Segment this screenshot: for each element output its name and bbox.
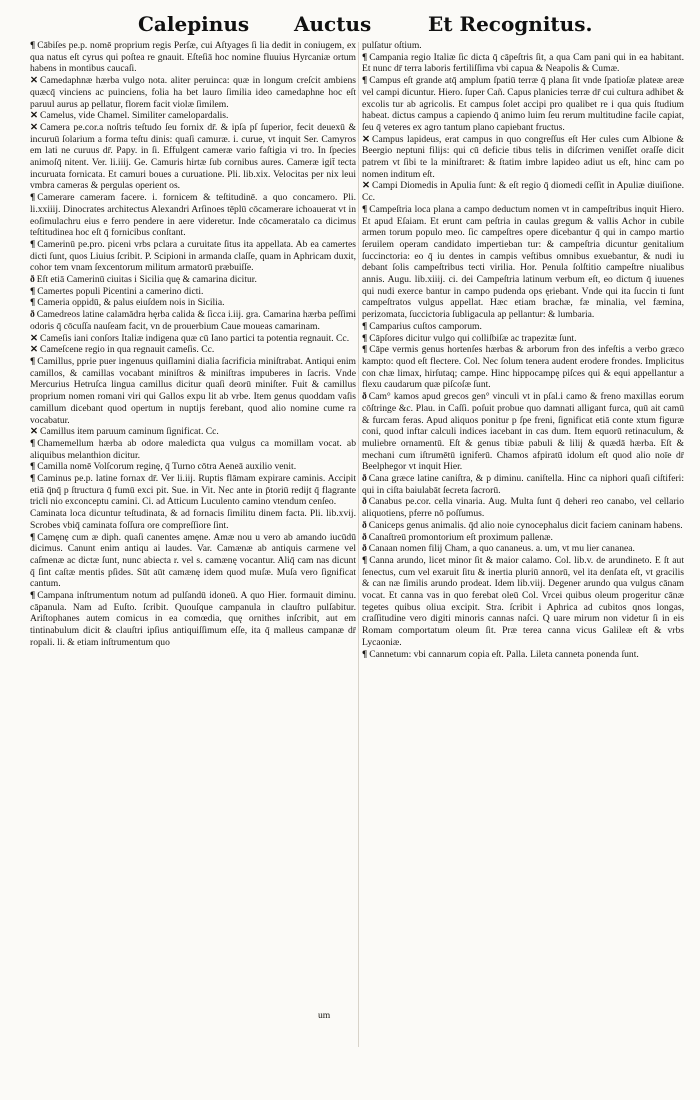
entry-text: Canna arundo, licet minor ſit & maior calamo. Col. lib.v. de arundinetο. E ſt aut ſenectus, cum vel exaruit ſitu & inertia pluriū annorū, vel ita denſata eſt, vt gracilis & can næ ſimilis arundo prodeat. Idem lib.viij. Degener arundo qua vulgus cānam vocat. Et canna vas in quo ferebat oleū Col. Vrcei quibus oleum progeritur cānæ tegetes quibus oliua excipit. Stra. ſcribit i Aphrica ad cubitos qnos longas, craſſitudine vero digiti minoris cannas naſci. Q uare mirum non videtur ſi in eis Romam comportatum oleum ſit. Præ terea canna vicus Galileæ eſt & vrbs Lycaoniæ. — [362, 554, 684, 648]
entry-text: Campana inſtrumentum notum ad pulſandū idoneū. A quo Hier. formauit diminu. cāpanula. Nam ad Euſto. ſcribit. Quouſque campanula in clauſtro pulſabitur. Ariſtophanes autem comicus in ea comœdia, quę ornithes inſcribit, aut em tintinabulum dicit & clauſtri ipſius antiquiſſimum eſſe, ita q̄ malleus campanæ dr̄ ropali. li. & etiam inſtrumentum quo — [30, 590, 356, 648]
dictionary-entry — [362, 532, 684, 544]
entry-marker-icon: ✕ — [30, 344, 39, 356]
dictionary-entry — [362, 473, 684, 496]
entry-text: Cana græce latine caniſtra, & p diminu. caniſtella. Hinc ca niphori quaſi ciſtiferi: qui in ciſta baiulabāt ſecreta ſacrorū. — [362, 473, 684, 496]
entry-text: Canabus pe.cor. cella vinaria. Aug. Multa ſunt q̄ deheri reo canabo, vel cellario aliquotiens, pferre nō poſſumus. — [362, 496, 684, 520]
dictionary-entry — [362, 134, 684, 181]
entry-marker-icon: ¶ — [30, 590, 36, 602]
entry-text: Cameſis iani conſors Italiæ indigena quæ cū Iano partici ta potentia regnauit. Cc. — [40, 332, 350, 344]
entry-marker-icon: ¶ — [30, 437, 36, 449]
entry-marker-icon: ð — [362, 391, 367, 403]
entry-marker-icon: ð — [30, 274, 35, 286]
entry-text: Camelus, vide Chamel. Similiter camelopardalis. — [40, 110, 229, 122]
header-right: Et Recognitus. — [428, 12, 593, 36]
entry-text: Camparius cuſtos camporum. — [369, 320, 482, 332]
dictionary-entry — [30, 508, 356, 531]
entry-marker-icon: ¶ — [30, 473, 36, 485]
entry-text: Canaan nomen filij Cham, a quo cananeus. a. um, vt mu lier cananea. — [368, 543, 635, 555]
entry-marker-icon: ¶ — [30, 531, 36, 543]
entry-text: Campeſtria loca plana a campo deductum nomen vt in campeſtribus inquit Hiero. Et apud Eſaiam. Et erunt cam peſtria in caulas gregum & vallis Achor in cubile armen torum populo meo. ſic campeſtres opere dicebantur q̄ qui in campo martio ſeruilem operam candidato impertieban tur: & campeſtria dicuntur genitalium ſuccinctoria: eo q̄ iu dentes in campis veſtibus omnibus exuebantur, & nudi iu debant ſolis campeſtribus tecti virilia. Hor. Penula ſolſtitio campeſtre niualibus annis. Augu. lib.xiiij. ci. dei Campeſtria latinum verbum eſt, eo dictum q̄ iuuenes qui nudi exerce bantur in campo pudenda ops ęriebant. Vnde qui ita ſuccin ti ſunt campeſtratos vulgus appellat. Hæc etiam brachæ, fæ minalia, vel fæmina, perizomata, ſuccictoria ſubligacula ap pellantur: & lumbaria. — [362, 203, 684, 321]
dictionary-entry — [362, 520, 684, 532]
left-column — [30, 40, 356, 1052]
entry-text: Camęnę cum æ diph. quaſi canentes amęne. Amæ nou u vero ab amando iucūdū dicimus. Canunt enim antiqu ai laudes. Var. Camænæ ab antiquis carmene vel caſmenæ ac dictæ ſunt, nunc abiecta r. vel s. camænę vocantur. Aliq̄ cam nas dicunt q̄ ſint caſtæ mentis pſides. Sūt aūt camænę idem quod muſæ. Muſa vero ſignificat cantum. — [30, 531, 356, 590]
dictionary-entry — [30, 438, 356, 461]
entry-marker-icon: ¶ — [362, 648, 368, 660]
dictionary-entry — [362, 649, 684, 661]
entry-marker-icon: ¶ — [30, 238, 36, 250]
entry-marker-icon: ¶ — [30, 297, 36, 309]
entry-marker-icon: ¶ — [30, 461, 36, 473]
entry-marker-icon: ð — [362, 496, 367, 508]
dictionary-entry — [30, 461, 356, 473]
entry-marker-icon: ð — [362, 473, 367, 485]
dictionary-entry — [30, 122, 356, 192]
entry-marker-icon: ¶ — [362, 320, 368, 332]
entry-text: Campi Diomedis in Apulia ſunt: & eſt regio q̄ diomedi ceſſit in Apuliæ diuiſione. Cc. — [362, 180, 684, 204]
right-column — [362, 40, 684, 1052]
entry-text: pulſatur oſtium. — [362, 40, 422, 51]
entry-text: Campania regio Italiæ ſic dicta q̄ cāpeſtris ſit, a qua Cam pani qui in ea habitant. Et nunc dr̄ terra laboris fertiliſſima vbi capua & Neapolis & Cumæ. — [362, 51, 684, 75]
dictionary-entry — [362, 496, 684, 519]
dictionary-entry — [362, 52, 684, 75]
entry-text: Campus eſt grande atq̄ amplum ſpatiū terræ q̄ plana ſit vnde ſpatioſæ plateæ areæ vel campi dicuntur. Hiero. ſuper Cañ. Capus planicies terræ dr̄ cui cultura adhibet & excolis tur ab agricolis. Et campus ſolet accipi pro qualibet re i qua quis ſtudium habeat. dictus campus a capiendo q̄ animo luim ſeu rerum multitudine facile capiat, ſeu q̄ veteres ex agro tantum plano capiebant fructus. — [362, 75, 684, 133]
dictionary-entry — [30, 426, 356, 438]
dictionary-entry — [362, 321, 684, 333]
entry-marker-icon: ¶ — [30, 355, 36, 367]
entry-marker-icon: ¶ — [362, 203, 368, 215]
entry-text: Chamemellum hærba ab odore maledicta qua vulgus ca momillam vocat. ab aliquibus melanthion dicitur. — [30, 437, 356, 461]
entry-marker-icon: ¶ — [30, 285, 36, 297]
entry-marker-icon: ¶ — [362, 75, 368, 87]
entry-text: Caniceps genus animalis. q̄d alio noie cynocephalus dicit faciem caninam habens. — [368, 519, 683, 531]
column-gutter — [358, 42, 359, 1047]
dictionary-entry — [30, 473, 356, 508]
entry-marker-icon: ð — [362, 519, 367, 531]
entry-marker-icon: ✕ — [30, 121, 39, 133]
entry-marker-icon: ✕ — [30, 75, 39, 87]
entry-marker-icon: ✕ — [362, 180, 371, 192]
entry-text: Cāpe vermis genus hortenſes hærbas & arborum fron des infeſtis a verbo græco kampto: quod eſt flectere. Col. Nec ſolum tenera audent erodere frondes. Implicitus con chæ limax, hirſutaq; campe. Hinc hippocampę piſces qui & equi appellantur a flexu caudarum quæ piſcoſæ ſunt. — [362, 344, 684, 391]
entry-marker-icon: ✕ — [30, 110, 39, 122]
running-header — [0, 8, 700, 38]
entry-marker-icon: ¶ — [362, 51, 368, 63]
entry-text: Camillus item paruum caminum ſignificat. Cc. — [40, 426, 219, 438]
entry-marker-icon: ð — [30, 309, 35, 321]
dictionary-entry — [362, 333, 684, 345]
entry-text: Camilla nomē Volſcorum reginę, q̄ Turno cōtra Aeneā auxilio venit. — [37, 461, 297, 473]
entry-marker-icon: ð — [362, 531, 367, 543]
header-left: Calepinus — [138, 12, 250, 36]
dictionary-entry — [362, 204, 684, 321]
entry-text: Canaſtreū promontorium eſt proximum pallenæ. — [368, 531, 553, 543]
entry-text: Cābiſes pe.p. nomē proprium regis Perſæ, cui Aſtyages ſi lia dedit in coniugem, ex qua natus eſt cyrus qui poſtea re gnauit. Eſteſiā hoc nomine fluuius Hyrcaniæ ortum habens in montibus caucaſi. — [30, 40, 356, 75]
dictionary-entry — [30, 286, 356, 298]
dictionary-entry — [30, 192, 356, 239]
entry-marker-icon: ¶ — [30, 40, 36, 51]
entry-text: Camedaphnæ hærba vulgo nota. aliter peruinca: quæ in longum creſcit ambiens quæcq̄ vinciens ac puinciens, folia ha bet lauro ſimilia ideo camedaphne hoc eſt paruul aurus ap pellatur, florem facit violæ ſimilem. — [30, 75, 356, 110]
dictionary-entry — [30, 532, 356, 591]
entry-marker-icon: ¶ — [362, 332, 368, 344]
dictionary-entry — [30, 309, 356, 332]
entry-text: Camertes populi Picentini a camerino dicti. — [37, 285, 204, 297]
entry-text: Camera pe.cor.a noſtris teſtudo ſeu fornix dr̄. & ipſa pſ ſuperior, fecit deuexū & incuruū ſolarium a forma teſtu dinis: quaſi camuræ. i. curue, vt inquit Ser. Camyros em lati ne curuus dr̄. Papy. in ſi. Effulgent cameræ vario faſtigia vi tro. In ſpecies animoſq̄ nitent. Ver. li.iiij. Ge. Camuris hirtæ ſub cornibus aures. Cameræ igit̄ tecta incuruata fornicata. Et camuri boues a curuatione. Pli. lib.xix. Velocitas per nix leui vmbra cameras & pergulas operient os. — [30, 121, 356, 192]
entry-text: Caminata loca dicuntur teſtudinata, & ad fornacis ſimilitu dinem facta. Pli. lib.xvij. Scrobes vbiq̄ caminata foſſura ore compreſſiore ſint. — [30, 508, 356, 531]
dictionary-entry — [362, 391, 684, 473]
dictionary-entry — [30, 344, 356, 356]
entry-text: Camerare cameram facere. i. fornicem & teſtitudinē. a quo concamero. Pli. li.xxiiij. Dinocrates architectus Alexandri Arſinoes tēplū cōcamerare ichoauerat vt in eoſimulachru eius e ferro pendere in aere videretur. Inde cōcameratalo ca dicimus teſtitudinea hoc eſt q̄ fornicibus conſtant. — [30, 192, 356, 239]
entry-text: Caminus pe.p. latine fornax dr̄. Ver li.iij. Ruptis flāmam expirare caminis. Accipit etiā q̄nq̄ p ſtructura q̄ fumū exci pit. Sue. in Vit. Nec ante in p̄toriū redijt q̄ flagrante tricli nio exconceptu camini. Ci. ad Atticum Luculento camino vtendum cenſeo. — [30, 473, 356, 508]
dictionary-entry — [362, 543, 684, 555]
entry-text: Camerinū pe.pro. piceni vrbs pclara a curuitate ſitus ita appellata. Ab ea camertes dicti ſunt, quos Liuius ſcribit. P. Scipioni in armanda claſſe, quam in Aphricam duxit, cohor tem vnam ſexcentorum militum armatorū præbuiſſe. — [30, 238, 356, 274]
entry-text: Camedreos latine calamādra hęrba calida & ſicca i.iij. gra. Camarina hærba peſſimi odoris q̄ cōcuſſa nauſeam facit, vn de prouerbium Caue moueas camarinam. — [30, 309, 356, 332]
dictionary-entry — [30, 333, 356, 345]
header-middle: Auctus — [294, 12, 372, 36]
dictionary-entry — [30, 297, 356, 309]
entry-text: Eſt etiā Camerinū ciuitas i Sicilia quę & camarina dicitur. — [36, 274, 257, 286]
entry-marker-icon: ✕ — [30, 426, 39, 438]
entry-marker-icon: ¶ — [362, 344, 368, 356]
dictionary-entry — [362, 555, 684, 649]
dictionary-entry — [362, 344, 684, 391]
dictionary-entry — [30, 356, 356, 426]
entry-text: Cam° kamos apud grecos gen° vinculi vt in pſal.i camo & freno maxillas eorum cōſtringe &c. Plau. in Caſſi. poſuit probue quo damnati alligant furca, quū ait camū & furcam feras. Apud aliquos ponitur p ſpe freni, ſignificat etiā conte xtum figuræ coni, quod inftar calculi indices iacebant in cas dum. Item equorū retinaculum, & muliebre ornamentū. Eſt & genus tibiæ pabuli & lilij & quædā hærba. Eſt & mechani cum iſtrumētū igniferū. Chamos afpiratū idolum eſt quod alio noīe dr̄ Beelphegor vt inquit Hier. — [362, 391, 684, 473]
entry-marker-icon: ✕ — [362, 133, 371, 145]
entry-text: Camillus, pprie puer ingenuus quiſlamini dialia ſacrificia miniſtrabat. Antiqui enim camillos, & camillas vocabant miniſtros & miniſtras impuberes in ſacris. Vnde Mercurius Hetruſca lingua camillus dicitur quaſi deorū miniſter. Fuit & camillus proprium nomen romani viri qui Gallos expu lit ab vrbe. Item genus quoddam vaſis camillum dicebant quod opertum in nuptijs ferebant, quod alio nomine cume ra vocabatur. — [30, 355, 356, 426]
dictionary-entry — [362, 75, 684, 134]
entry-text: Campus lapideus, erat campus in quo congreſſus eſt Her cules cum Albione & Beergio neptuni filijs: qui cū deficie tibus telis in diſcrimen veniſſet oraſſe dicit patrem vt ſibi te la miniſtraret: & ſtatim imbre lapideo adiut us eſt, hinc cam po nomen inditum eſt. — [362, 133, 684, 180]
dictionary-entry — [30, 239, 356, 274]
entry-text: Cameſcene regio in qua regnauit cameſis. Cc. — [40, 344, 215, 356]
entry-marker-icon: ¶ — [30, 192, 36, 204]
entry-text: Cāpſores dicitur vulgo qui colliſbiſæ ac trapezitæ ſunt. — [369, 332, 577, 344]
dictionary-entry — [362, 180, 684, 203]
dictionary-entry — [30, 590, 356, 649]
dictionary-entry — [362, 40, 684, 52]
entry-marker-icon: ¶ — [362, 554, 368, 566]
entry-marker-icon: ✕ — [30, 332, 39, 344]
entry-marker-icon: ð — [362, 543, 367, 555]
dictionary-entry — [30, 75, 356, 110]
dictionary-entry — [30, 40, 356, 75]
entry-text: Cameria oppidū, & palus eiuſdem nois in Sicilia. — [37, 297, 225, 309]
entry-text: Cannetum: vbi cannarum copia eſt. Palla. Lileta canneta ponenda ſunt. — [369, 648, 639, 660]
dictionary-entry — [30, 110, 356, 122]
catchword: um — [318, 1010, 331, 1021]
dictionary-entry — [30, 274, 356, 286]
